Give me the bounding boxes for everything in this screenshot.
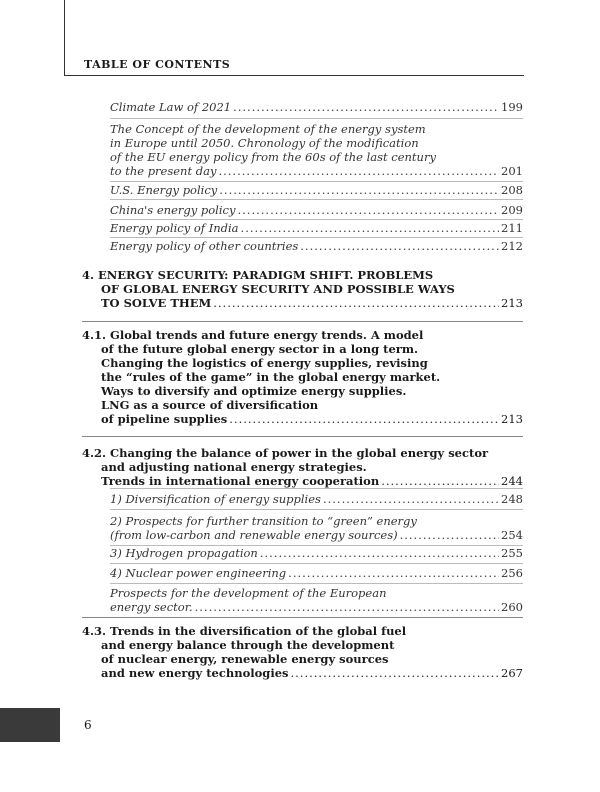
- toc-entry-line: 4.3. Trends in the diversification of the global fuel: [82, 624, 407, 638]
- toc-page-number: 267: [501, 666, 523, 680]
- entry-separator: [110, 488, 523, 489]
- entry-separator: [110, 583, 523, 584]
- toc-entry-us-policy[interactable]: [110, 183, 523, 197]
- dot-leader: [213, 296, 499, 310]
- toc-section-4-2[interactable]: [82, 446, 523, 488]
- dot-leader: [290, 666, 499, 680]
- toc-page-number: 211: [501, 221, 523, 235]
- toc-page-number: 213: [501, 296, 523, 310]
- toc-entry-title: Energy policy of other countries: [110, 239, 299, 253]
- toc-entry-line: LNG as a source of diversification: [101, 398, 319, 412]
- toc-entry-title: 1) Diversification of energy supplies: [110, 492, 321, 506]
- toc-entry-hydrogen[interactable]: [110, 546, 523, 560]
- toc-entry-title: 3) Hydrogen propagation: [110, 546, 258, 560]
- toc-entry-concept[interactable]: [110, 122, 523, 178]
- toc-entry-line: OF GLOBAL ENERGY SECURITY AND POSSIBLE WAYS: [101, 282, 455, 296]
- toc-section-4-1[interactable]: [82, 328, 523, 426]
- toc-entry-title: Trends in international energy cooperation: [101, 474, 380, 488]
- toc-page-number: 199: [501, 100, 523, 114]
- toc-page-number: 209: [501, 203, 523, 217]
- toc-page-number: 256: [501, 566, 523, 580]
- toc-entry-line: Prospects for the development of the European: [110, 586, 387, 600]
- toc-entry-line: of the future global energy sector in a long term.: [101, 342, 419, 356]
- toc-entry-title: of pipeline supplies: [101, 412, 228, 426]
- toc-entry-title: TO SOLVE THEM: [101, 296, 212, 310]
- toc-entry-title: energy sector.: [110, 600, 193, 614]
- toc-entry-title: (from low-carbon and renewable energy sources): [110, 528, 398, 542]
- entry-separator: [110, 181, 523, 182]
- dot-leader: [229, 412, 499, 426]
- toc-page-number: 260: [501, 600, 523, 614]
- entry-separator: [110, 199, 523, 200]
- toc-page-number: 248: [501, 492, 523, 506]
- toc-entry-nuclear[interactable]: [110, 566, 523, 580]
- dot-leader: [241, 221, 500, 235]
- toc-entry-diversification[interactable]: [110, 492, 523, 506]
- toc-entry-line: and adjusting national energy strategies.: [101, 460, 367, 474]
- toc-entry-line: of nuclear energy, renewable energy sources: [101, 652, 389, 666]
- toc-entry-title: Energy policy of India: [110, 221, 239, 235]
- entry-separator: [110, 509, 523, 510]
- toc-entry-line: 4. ENERGY SECURITY: PARADIGM SHIFT. PROBLEMS: [82, 268, 434, 282]
- toc-entry-title: China's energy policy: [110, 203, 236, 217]
- toc-page-number: 255: [501, 546, 523, 560]
- toc-page-number: 208: [501, 183, 523, 197]
- entry-separator: [110, 563, 523, 564]
- dot-leader: [260, 546, 499, 560]
- toc-entry-line: of the EU energy policy from the 60s of the last century: [110, 150, 436, 164]
- toc-page-number: 201: [501, 164, 523, 178]
- section-separator: [82, 617, 523, 618]
- dot-leader: [237, 203, 499, 217]
- dot-leader: [381, 474, 499, 488]
- toc-section-4-3[interactable]: [82, 624, 523, 680]
- footer-marker-block: [0, 708, 60, 742]
- dot-leader: [219, 183, 499, 197]
- toc-entry-line: 2) Prospects for further transition to “green” energy: [110, 514, 417, 528]
- toc-entry-line: The Concept of the development of the energy system: [110, 122, 426, 136]
- dot-leader: [323, 492, 499, 506]
- toc-entry-european[interactable]: [110, 586, 523, 614]
- dot-leader: [400, 528, 499, 542]
- page-number: 6: [84, 718, 92, 732]
- toc-entry-line: in Europe until 2050. Chronology of the modification: [110, 136, 419, 150]
- dot-leader: [233, 100, 499, 114]
- entry-separator: [110, 118, 523, 119]
- toc-entry-other-policy[interactable]: [110, 239, 523, 253]
- toc-page-number: 212: [501, 239, 523, 253]
- toc-entry-line: 4.2. Changing the balance of power in the global energy sector: [82, 446, 489, 460]
- toc-entry-india-policy[interactable]: [110, 221, 523, 235]
- toc-entry-title: to the present day: [110, 164, 217, 178]
- toc-page-number: 254: [501, 528, 523, 542]
- entry-separator: [110, 219, 523, 220]
- entry-separator: [110, 237, 523, 238]
- toc-page-number: 213: [501, 412, 523, 426]
- toc-entry-green-energy[interactable]: [110, 514, 523, 542]
- dot-leader: [288, 566, 499, 580]
- toc-entry-title: U.S. Energy policy: [110, 183, 218, 197]
- toc-section-4[interactable]: [82, 268, 523, 310]
- toc-entry-line: the “rules of the game” in the global energy market.: [101, 370, 441, 384]
- toc-page-number: 244: [501, 474, 523, 488]
- toc-entry-title: and new energy technologies: [101, 666, 289, 680]
- section-separator: [82, 321, 523, 322]
- toc-entry-line: and energy balance through the development: [101, 638, 395, 652]
- toc-entry-climate-law[interactable]: [110, 100, 523, 114]
- dot-leader: [218, 164, 499, 178]
- toc-entry-line: Changing the logistics of energy supplies, revising: [101, 356, 428, 370]
- toc-entry-title: 4) Nuclear power engineering: [110, 566, 287, 580]
- toc-entry-title: Climate Law of 2021: [110, 100, 232, 114]
- toc-entry-line: 4.1. Global trends and future energy trends. A model: [82, 328, 424, 342]
- toc-entry-china-policy[interactable]: [110, 203, 523, 217]
- section-separator: [82, 436, 523, 437]
- dot-leader: [300, 239, 499, 253]
- running-header-title: TABLE OF CONTENTS: [84, 58, 231, 71]
- dot-leader: [195, 600, 499, 614]
- toc-entry-line: Ways to diversify and optimize energy supplies.: [101, 384, 407, 398]
